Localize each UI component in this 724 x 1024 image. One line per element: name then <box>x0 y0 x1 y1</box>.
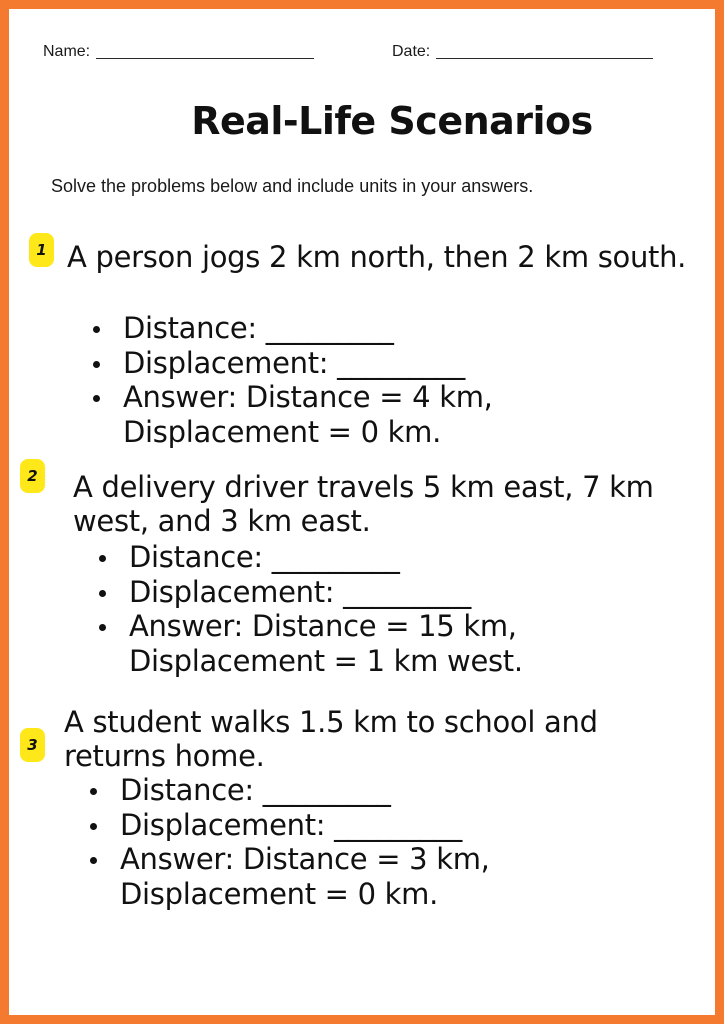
problem-prompt: A delivery driver travels 5 km east, 7 km west, and 3 km east. <box>73 470 654 538</box>
problem-items <box>120 773 680 911</box>
displacement-item: Displacement: _________ <box>120 808 680 843</box>
name-line[interactable] <box>96 58 314 59</box>
date-line[interactable] <box>436 58 653 59</box>
distance-item: Distance: _________ <box>129 540 689 575</box>
answer-item: Answer: Distance = 3 km, Displacement = 0 km. <box>120 842 680 911</box>
distance-item: Distance: _________ <box>120 773 680 808</box>
page-title: Real-Life Scenarios <box>191 99 593 143</box>
name-label: Name: <box>43 43 91 60</box>
date-field <box>392 43 653 61</box>
answer-item: Answer: Distance = 4 km, Displacement = 0 km. <box>123 380 683 449</box>
problem-prompt: A person jogs 2 km north, then 2 km south. <box>67 240 687 274</box>
date-label: Date: <box>392 43 431 60</box>
distance-item: Distance: _________ <box>123 311 683 346</box>
problem-number-badge: 1 <box>29 233 54 267</box>
displacement-item: Displacement: _________ <box>129 575 689 610</box>
problem-prompt: A student walks 1.5 km to school and returns home. <box>64 705 598 773</box>
answer-item: Answer: Distance = 15 km, Displacement = 1 km west. <box>129 609 689 678</box>
problem-items <box>123 311 683 449</box>
displacement-item: Displacement: _________ <box>123 346 683 381</box>
problem-number-badge: 2 <box>20 459 45 493</box>
problem-items <box>129 540 689 678</box>
name-field <box>43 43 314 61</box>
problem-number-badge: 3 <box>20 728 45 762</box>
instructions: Solve the problems below and include units in your answers. <box>51 176 534 196</box>
